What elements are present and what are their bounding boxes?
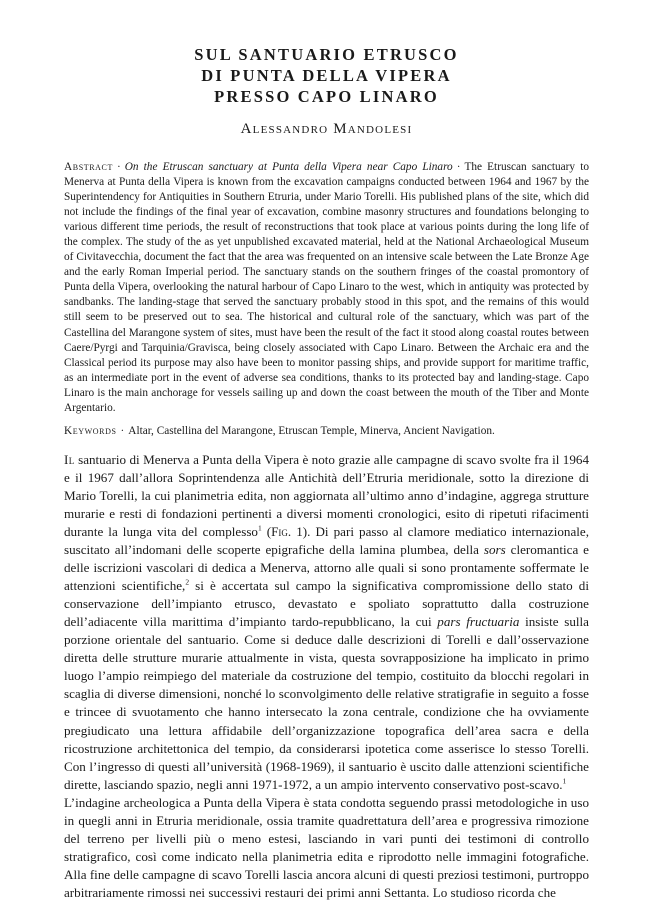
author-name: Alessandro Mandolesi — [240, 121, 413, 137]
body-text: ). Di pari passo al clamore mediatico internazionale, suscitato all’indomani delle scoperte epigrafiche della lamina plumbea, della — [64, 523, 590, 558]
body-paragraph-2: L’indagine archeologica a Punta della Vipera è stata condotta seguendo prassi metodologiche in uso in quegli anni in Etruria meridionale, ossia tramite quadrettatura dell’area e progressiva rimozione del terreno per livelli più o meno estesi, lasciando in vari punti dei testimoni di controllo stratigrafico, così come indicato nella planimetria edita e riprodotto nelle immagini fotografiche. Alla fine delle campagne di scavo Torelli lascia ancora alcuni di questi preziosi testimoni, purtroppo arbitrariamente rimossi nei successivi restauri dei primi anni Settanta. Lo studioso ricorda che — [64, 794, 589, 900]
footnote-ref[interactable]: 1 — [257, 523, 262, 533]
body-text: ( — [261, 523, 272, 539]
article-title — [64, 44, 589, 107]
title-line-3: PRESSO CAPO LINARO — [214, 87, 439, 106]
abstract — [64, 160, 589, 416]
footnote-ref[interactable]: 1 — [562, 776, 567, 786]
keywords-text: Altar, Castellina del Marangone, Etruscan Temple, Minerva, Ancient Navigation. — [128, 424, 495, 437]
paragraph-lead-word: Il — [64, 451, 75, 467]
figure-reference[interactable]: Fig. 1 — [271, 523, 303, 539]
footnote-ref[interactable]: 2 — [185, 577, 190, 587]
article-body — [64, 451, 589, 902]
title-line-2: DI PUNTA DELLA VIPERA — [201, 66, 452, 85]
body-text: si è accertata sul campo la significativa compromissione dello stato di conservazione dell’impianto etrusco, devastato e spoliato soprattutto dalla costruzione dell’adiacente villa marittima d’impianto tardo-repubblicano, la cui — [64, 578, 589, 630]
italic-term: sors — [483, 542, 506, 558]
body-text: santuario di Menerva a Punta della Vipera è noto grazie alle campagne di scavo svolte fra il 1964 e il 1967 dall’allora Soprintendenza alle Antichità dell’Etruria meridionale, sotto la direzione di Mario Torelli, la cui planimetria edita, non aggiornata all’ultimo anno d’indagine, aggrega strutture murarie e resti di fondazioni pertinenti a diversi momenti cronologici, esito di ripetuti rifacimenti durante la lunga vita del complesso — [64, 451, 589, 539]
abstract-separator-2: · — [456, 161, 461, 173]
abstract-separator-1: · — [116, 161, 121, 173]
abstract-english-title: On the Etruscan sanctuary at Punta della Vipera near Capo Linaro — [124, 161, 453, 173]
italic-term: pars fructuaria — [437, 614, 520, 630]
keywords-separator: · — [120, 424, 125, 437]
body-paragraph-1 — [64, 451, 589, 794]
article-page — [64, 44, 589, 902]
keywords-label: Keywords — [64, 424, 117, 437]
abstract-text: The Etruscan sanctuary to Menerva at Punta della Vipera is known from the excavation campaigns conducted between 1964 and 1967 by the Superintendency for Antiquities in Southern Etruria, under Mario Torelli. His published plans of the site, which did not include the findings of the final year of excavation, combine masonry structures and foundations belonging to various different time periods, the result of reconstructions that took place at various points during the long life of the complex. The study of the as yet unpublished excavated material, held at the National Archaeological Museum of Civitavecchia, document the fact that the area was frequented on an intensive scale between the Late Bronze Age and the early Roman Imperial period. The sanctuary stands on the southern fringes of the coastal promontory of Punta della Vipera, overlooking the natural harbour of Capo Linaro to the west, which in antiquity was protected by sandbanks. The landing-stage that served the sanctuary probably stood in this spot, and the remains of this would still seem to be preserved out to sea. The historical and cultural role of the sanctuary, which was part of the Castellina del Marangone system of sites, must have been the result of the fact it stood along coastal routes between Caere/Pyrgi and Tarquinia/Gravisca, being closely associated with Capo Linaro. Between the Archaic era and the Classical period its purpose may also have been to monitor passing ships, and provide support for maritime traffic, as an intermediate port in the event of adverse sea conditions, thanks to its protected bay and landing-stage. Capo Linaro is the main anchorage for vessels sailing up and down the coast between the mouth of the Tiber and Monte Argentario. — [64, 161, 589, 414]
abstract-label: Abstract — [64, 161, 113, 173]
body-text: insiste sulla porzione orientale del santuario. Come si deduce dalle descrizioni di Torelli e dall’osservazione diretta delle strutture murarie attualmente in vista, questa sovrapposizione ha implicato in primo luogo l’ampio reimpiego del materiale da costruzione del tempio, costituito da blocchi regolari in scaglia di diverse dimensioni, nonché lo sconvolgimento delle relative stratigrafie in seguito a fosse e trincee di svuotamento che hanno intersecato la zona centrale, condizione che ha ovviamente pregiudicato una lettura affidabile dell’organizzazione topografica dell’area sacra e della ricostruzione architettonica del tempio, da considerarsi ipotetica come asserisce lo stesso Torelli. Con l’ingresso di questi all’università (1968-1969), il santuario è uscito dalle attenzioni scientifiche dirette, lasciando spazio, negli anni 1971-1972, a un ampio intervento conservativo post-scavo. — [64, 614, 589, 792]
keywords — [64, 424, 589, 439]
title-line-1: SUL SANTUARIO ETRUSCO — [194, 45, 459, 64]
body-text: cleromantica e delle iscrizioni vascolari di dedica a Menerva, attorno alle quali si sono prontamente soffermate le attenzioni scientifiche, — [64, 542, 589, 594]
